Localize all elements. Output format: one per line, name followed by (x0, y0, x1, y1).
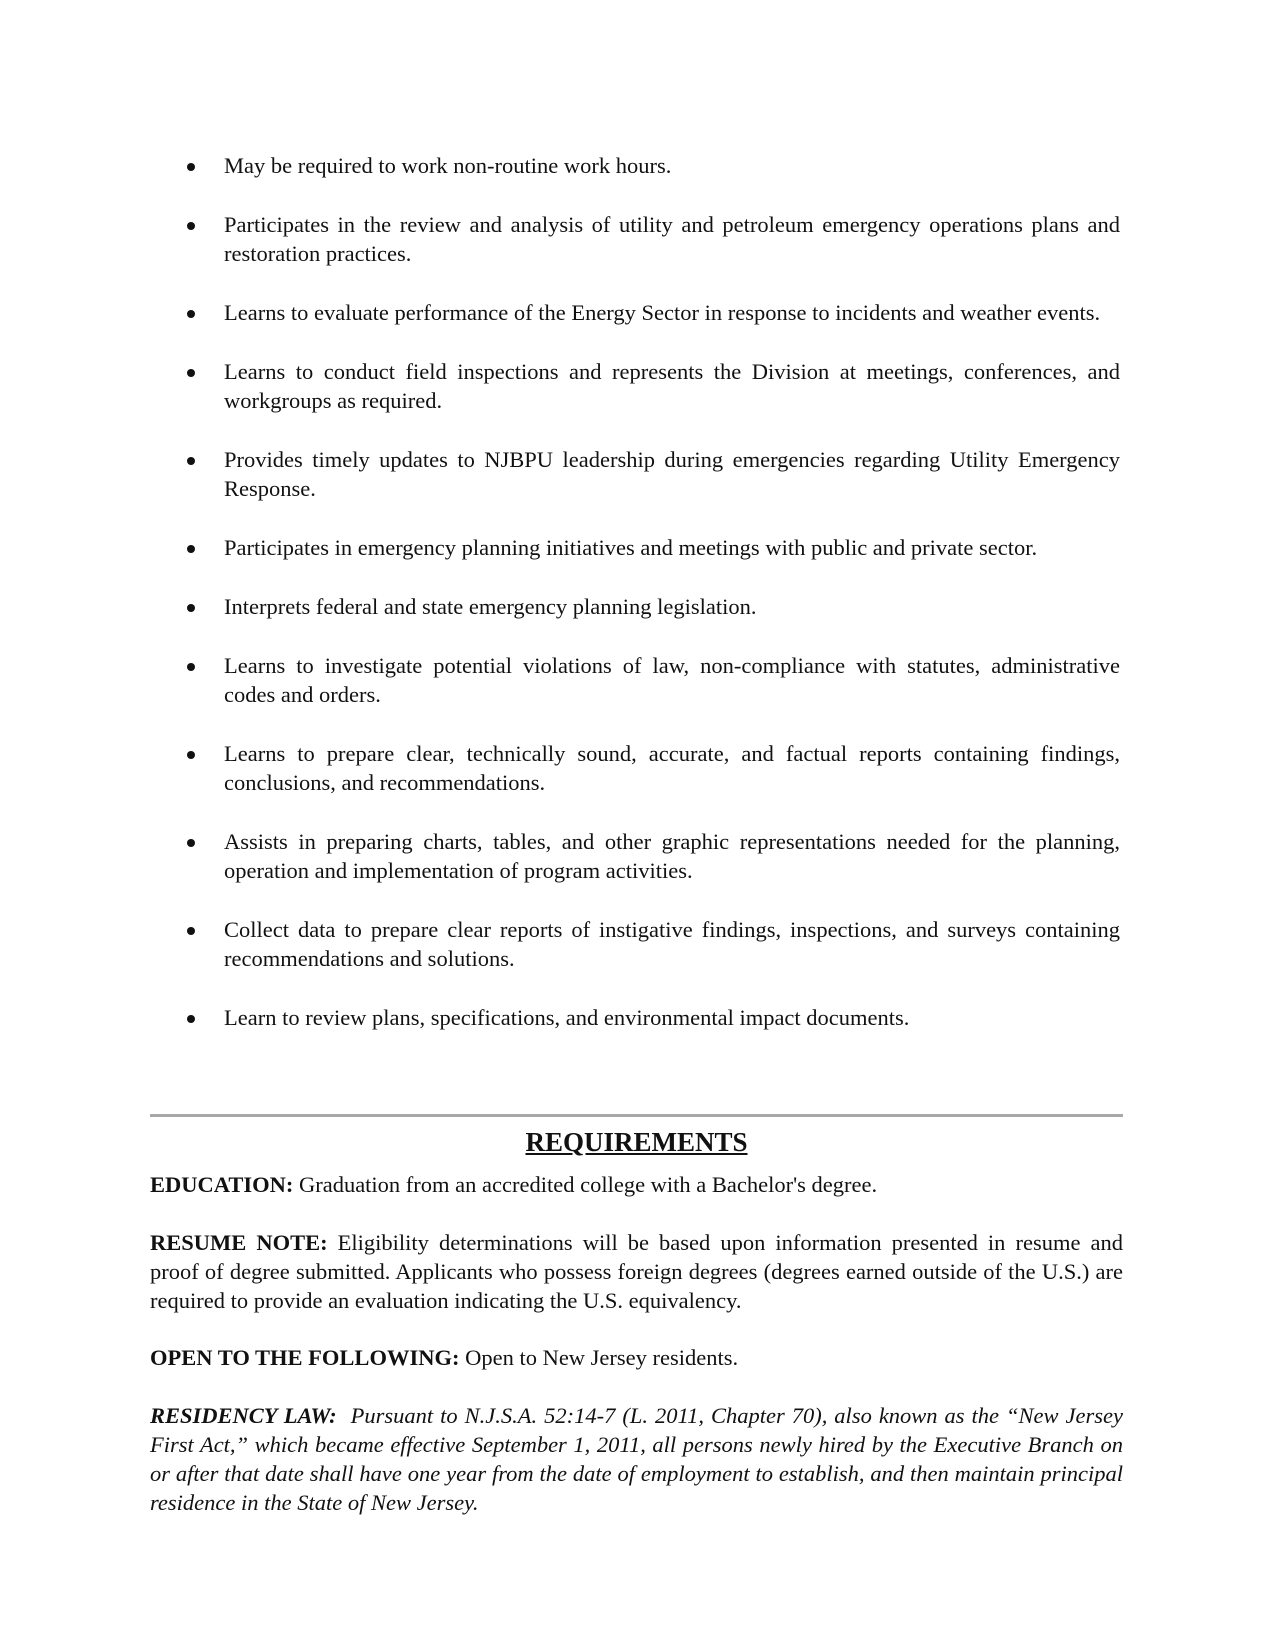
list-item (150, 1003, 1120, 1032)
education-paragraph (150, 1170, 1123, 1199)
list-item (150, 357, 1120, 415)
list-item (150, 533, 1120, 562)
bullet-icon (187, 839, 195, 847)
bullet-icon (187, 604, 195, 612)
bullet-icon (187, 927, 195, 935)
residency-law-paragraph (150, 1401, 1123, 1517)
bullet-icon (187, 310, 195, 318)
duty-text: Learns to evaluate performance of the Energy Sector in response to incidents and weather events. (224, 300, 1101, 325)
list-item (150, 445, 1120, 503)
residency-law-text: Pursuant to N.J.S.A. 52:14-7 (L. 2011, Chapter 70), also known as the “New Jersey First Act,” which became effective September 1, 2011, all persons newly hired by the Executive Branch on or after that date shall have one year from the date of employment to establish, and then maintain principal residence in the State of New Jersey. (150, 1403, 1124, 1515)
duty-text: Learn to review plans, specifications, and environmental impact documents. (224, 1005, 910, 1030)
open-to-paragraph (150, 1343, 1123, 1372)
bullet-icon (187, 545, 195, 553)
duty-text: Provides timely updates to NJBPU leadership during emergencies regarding Utility Emergency Response. (224, 447, 1120, 501)
duty-text: Participates in the review and analysis of utility and petroleum emergency operations plans and restoration practices. (224, 212, 1120, 266)
resume-note-text: Eligibility determinations will be based upon information presented in resume and proof of degree submitted. Applicants who possess foreign degrees (degrees earned outside of the U.S.) are required to provide an evaluation indicating the U.S. equivalency. (150, 1230, 1123, 1313)
resume-note-paragraph (150, 1228, 1123, 1315)
list-item (150, 915, 1120, 973)
open-to-text: Open to New Jersey residents. (465, 1345, 739, 1370)
list-item (150, 151, 1120, 180)
resume-note-label: RESUME NOTE: (150, 1230, 328, 1255)
duties-list (150, 151, 1120, 1062)
bullet-icon (187, 163, 195, 171)
bullet-icon (187, 457, 195, 465)
bullet-icon (187, 222, 195, 230)
list-item (150, 210, 1120, 268)
education-label: EDUCATION: (150, 1172, 294, 1197)
list-item (150, 592, 1120, 621)
duty-text: Interprets federal and state emergency planning legislation. (224, 594, 757, 619)
duty-text: May be required to work non-routine work hours. (224, 153, 672, 178)
residency-law-label: RESIDENCY LAW: (150, 1403, 337, 1428)
duty-text: Learns to prepare clear, technically sound, accurate, and factual reports containing findings, conclusions, and recommendations. (224, 741, 1120, 795)
bullet-icon (187, 751, 195, 759)
bullet-icon (187, 663, 195, 671)
bullet-icon (187, 1015, 195, 1023)
bullet-icon (187, 369, 195, 377)
duty-text: Assists in preparing charts, tables, and other graphic representations needed for the planning, operation and implementation of program activities. (224, 829, 1120, 883)
list-item (150, 298, 1120, 327)
education-text: Graduation from an accredited college with a Bachelor's degree. (298, 1172, 878, 1197)
duty-text: Participates in emergency planning initiatives and meetings with public and private sector. (224, 535, 1038, 560)
duty-text: Learns to conduct field inspections and represents the Division at meetings, conferences, and workgroups as required. (224, 359, 1120, 413)
duty-text: Collect data to prepare clear reports of instigative findings, inspections, and surveys containing recommendations and solutions. (224, 917, 1120, 971)
list-item (150, 827, 1120, 885)
duty-text: Learns to investigate potential violations of law, non-compliance with statutes, administrative codes and orders. (224, 653, 1120, 707)
requirements-heading: REQUIREMENTS (525, 1127, 748, 1157)
list-item (150, 739, 1120, 797)
list-item (150, 651, 1120, 709)
section-divider (150, 1114, 1123, 1117)
open-to-label: OPEN TO THE FOLLOWING: (150, 1345, 460, 1370)
